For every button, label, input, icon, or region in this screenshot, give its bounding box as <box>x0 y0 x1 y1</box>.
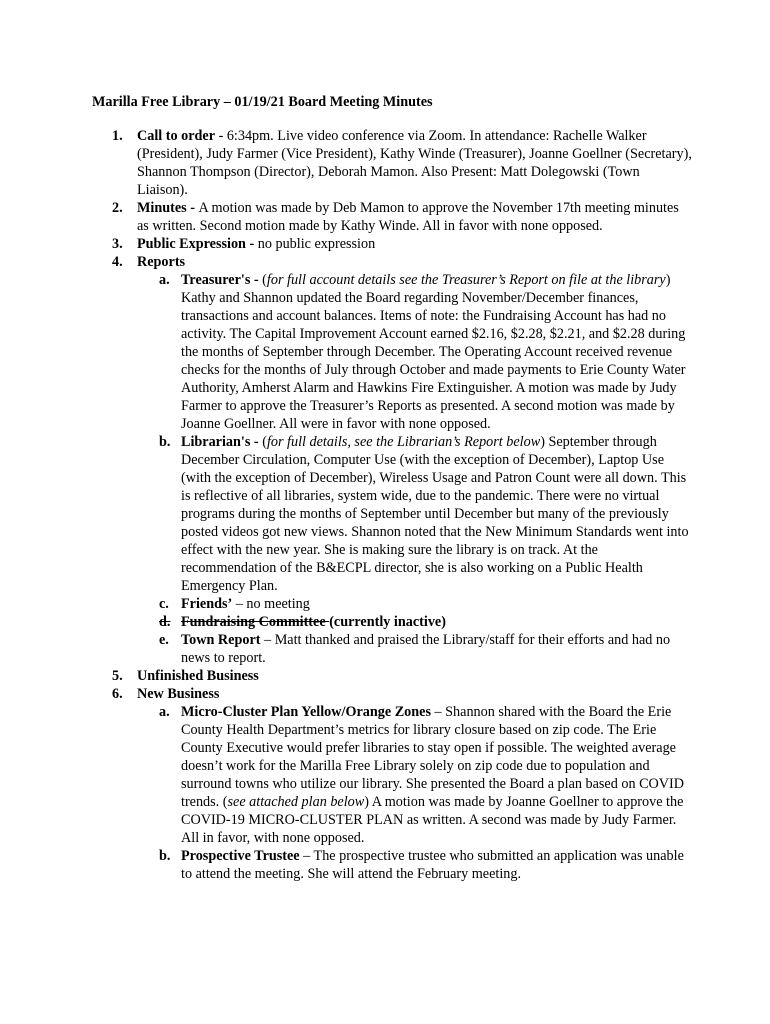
sub-item-text: ) September through December Circulation, Computer Use (with the exception of December), Laptop Use (with the exception of December), Wireless Usage and Patron Count were all down. This is reflective of all libraries, system wide, due to the pandemic. There were no virtual programs during the months of September until December but many of the previously posted videos got new views. Shannon noted that the New Minimum Standards went into effect with the new year. She is making sure the library is on track. At the recommendation of the B&ECPL director, she is also working on a Public Health Emergency Plan. <box>181 434 689 594</box>
sub-item-librarians-report <box>92 433 692 595</box>
sub-item-letter: c. <box>159 596 169 612</box>
item-text: - 6:34pm. Live video conference via Zoom. In attendance: Rachelle Walker (President), Judy Farmer (Vice President), Kathy Winde (Treasurer), Joanne Goellner (Secretary), Shannon Thompson (Director), Deborah Mamon. Also Present: Matt Dolegowski (Town Liaison). <box>137 128 692 198</box>
sub-item-friends <box>92 595 692 613</box>
sub-item-paren: ( <box>262 434 267 450</box>
list-item-minutes <box>92 199 692 235</box>
item-number: 4. <box>112 254 123 270</box>
sub-item-treasurers-report <box>92 271 692 433</box>
page-title: Marilla Free Library – 01/19/21 Board Meeting Minutes <box>92 94 433 110</box>
item-text: no public expression <box>257 236 376 252</box>
item-heading: Unfinished Business <box>137 668 259 684</box>
item-number: 1. <box>112 128 123 144</box>
item-number: 2. <box>112 200 123 216</box>
list-item-reports <box>92 253 692 667</box>
sub-item-heading: Prospective Trustee <box>181 848 300 864</box>
sub-item-paren: ( <box>262 272 267 288</box>
sub-item-town-report <box>92 631 692 667</box>
sub-item-letter: a. <box>159 704 170 720</box>
item-heading: New Business <box>137 686 220 702</box>
sub-item-text: ) Kathy and Shannon updated the Board regarding November/December finances, transactions and account balances. Items of note: the Fundraising Account has had no activity. The Capital Improvement Account earned $2.16, $2.28, $2.21, and $2.28 during the months of September through December. The Operating Account received revenue checks for the months of July through October and made payments to Erie County Water Authority, Amherst Alarm and Hawkins Fire Extinguisher. A motion was made by Judy Farmer to approve the Treasurer’s Reports as presented. A second motion was made by Joanne Goellner. All were in favor with none opposed. <box>181 272 686 432</box>
sub-item-letter: b. <box>159 434 171 450</box>
sub-item-text: – The prospective trustee who submitted an application was unable to attend the meeting. She will attend the February meeting. <box>181 848 684 882</box>
sub-item-letter: e. <box>159 632 169 648</box>
sub-item-heading: (currently inactive) <box>329 614 446 630</box>
sub-item-text: – Matt thanked and praised the Library/staff for their efforts and had no news to report. <box>181 632 671 666</box>
sub-item-heading: Town Report <box>181 632 261 648</box>
sub-item-fundraising-committee <box>92 613 692 631</box>
sub-item-letter: d. <box>159 614 171 630</box>
sub-item-text-continued: ) A motion was made by Joanne Goellner to approve the COVID-19 MICRO-CLUSTER PLAN as written. A second was made by Judy Farmer. All in favor, with none opposed. <box>181 794 684 846</box>
sub-item-struck-heading: Fundraising Committee <box>181 614 330 630</box>
item-number: 5. <box>112 668 123 684</box>
item-number: 6. <box>112 686 123 702</box>
list-item-call-to-order <box>92 127 692 199</box>
sub-item-italic-note: see attached plan below <box>227 794 365 810</box>
sub-item-heading: Treasurer's - <box>181 272 263 288</box>
sub-item-letter: b. <box>159 848 171 864</box>
sub-item-micro-cluster-plan <box>92 703 692 847</box>
item-heading: Minutes - <box>137 200 199 216</box>
sub-item-letter: a. <box>159 272 170 288</box>
sub-item-italic-note: for full account details see the Treasurer’s Report on file at the library <box>266 272 666 288</box>
item-heading: Public Expression - <box>137 236 258 252</box>
list-item-unfinished-business <box>92 667 692 685</box>
sub-item-text: – no meeting <box>232 596 310 612</box>
minutes-list <box>92 127 692 883</box>
sub-item-italic-note: for full details, see the Librarian’s Report below <box>266 434 541 450</box>
list-item-public-expression <box>92 235 692 253</box>
sub-item-text: – Shannon shared with the Board the Erie County Health Department’s metrics for library closure based on zip code. The Erie County Executive would prefer libraries to stay open if possible. The weighted average doesn’t work for the Marilla Free Library solely on zip code due to population and surround towns who utilize our library. She presented the Board a plan based on COVID trends. ( <box>181 704 685 810</box>
item-text: A motion was made by Deb Mamon to approve the November 17th meeting minutes as written. Second motion made by Kathy Winde. All in favor with none opposed. <box>137 200 679 234</box>
list-item-new-business <box>92 685 692 883</box>
sub-item-heading: Librarian's - <box>181 434 263 450</box>
sub-item-prospective-trustee <box>92 847 692 883</box>
item-heading: Call to order <box>137 128 216 144</box>
sub-item-heading: Micro-Cluster Plan Yellow/Orange Zones <box>181 704 431 720</box>
sub-item-heading: Friends’ <box>181 596 233 612</box>
item-heading: Reports <box>137 254 186 270</box>
item-number: 3. <box>112 236 123 252</box>
